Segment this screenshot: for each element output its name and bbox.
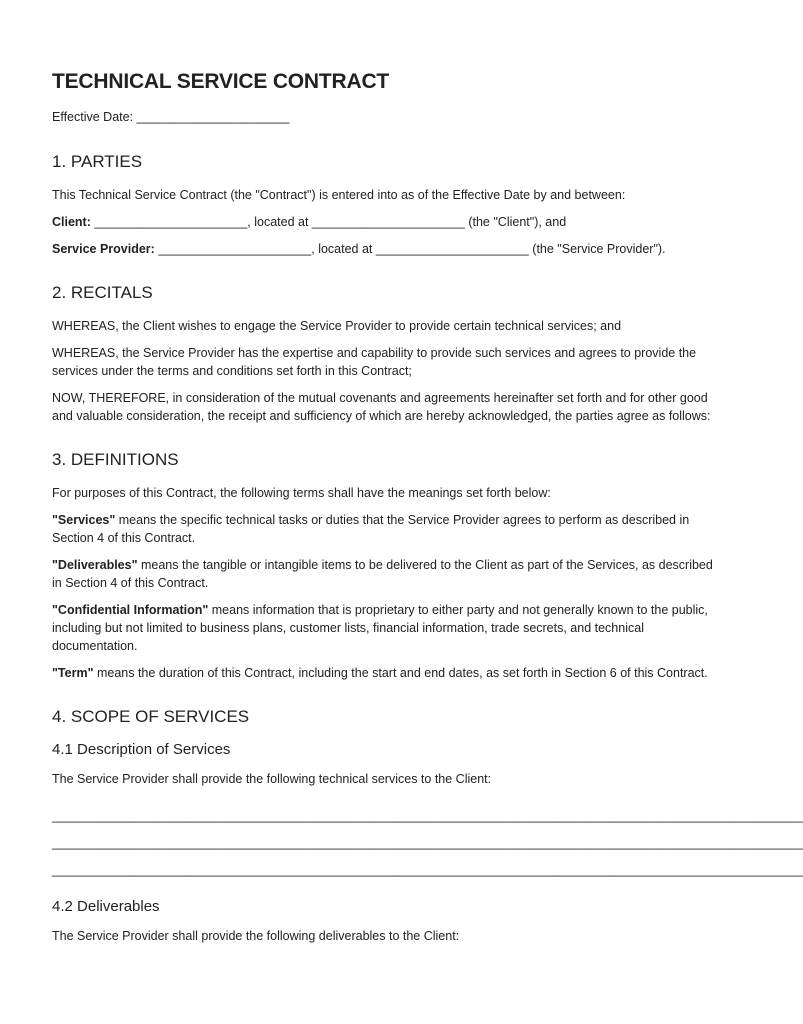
blank-fill-line: ____________________________________________________________________________________________________________ — [52, 809, 803, 823]
blank-fill-line: ____________________________________________________________________________________________________________ — [52, 863, 803, 877]
recital-paragraph: WHEREAS, the Service Provider has the expertise and capability to provide such services and agrees to provide the services under the terms and conditions set forth in this Contract; — [52, 346, 697, 378]
definition-confidential — [52, 601, 718, 655]
section-heading-definitions: 3. DEFINITIONS — [52, 450, 179, 469]
definition-services — [52, 511, 718, 547]
section-parties — [52, 152, 718, 258]
definition-term: "Deliverables" — [52, 558, 138, 572]
client-text: ______________________, located at ______________________ (the "Client"), and — [90, 215, 567, 229]
definition-term: "Services" — [52, 513, 116, 527]
effective-date-line: Effective Date: ______________________ — [52, 110, 290, 124]
definitions-intro: For purposes of this Contract, the following terms shall have the meanings set forth below: — [52, 486, 551, 500]
definition-term-duration — [52, 664, 718, 682]
provider-label: Service Provider: — [52, 242, 155, 256]
section-heading-recitals: 2. RECITALS — [52, 283, 153, 302]
document-title: TECHNICAL SERVICE CONTRACT — [52, 70, 390, 93]
definition-text: means information that is proprietary to either party and not generally known to the public, including but not limited to business plans, customer lists, financial information, trade secrets, and technical documentation. — [52, 603, 708, 653]
deliverables-intro: The Service Provider shall provide the following deliverables to the Client: — [52, 929, 460, 943]
recital-paragraph: WHEREAS, the Client wishes to engage the Service Provider to provide certain technical services; and — [52, 319, 622, 333]
definition-text: means the tangible or intangible items to be delivered to the Client as part of the Services, as described in Section 4 of this Contract. — [52, 558, 713, 590]
definition-deliverables — [52, 556, 718, 592]
parties-intro: This Technical Service Contract (the "Contract") is entered into as of the Effective Date by and between: — [52, 188, 626, 202]
provider-line — [52, 240, 718, 258]
section-recitals — [52, 283, 718, 425]
definition-text: means the duration of this Contract, including the start and end dates, as set forth in Section 6 of this Contract. — [93, 666, 708, 680]
section-heading-parties: 1. PARTIES — [52, 152, 143, 171]
blank-fill-line: ____________________________________________________________________________________________________________ — [52, 836, 803, 850]
definition-term: "Confidential Information" — [52, 603, 209, 617]
section-heading-scope: 4. SCOPE OF SERVICES — [52, 707, 250, 726]
client-line — [52, 213, 718, 231]
services-description-intro: The Service Provider shall provide the following technical services to the Client: — [52, 772, 492, 786]
client-label: Client: — [52, 215, 91, 229]
recital-paragraph: NOW, THEREFORE, in consideration of the mutual covenants and agreements hereinafter set forth and for other good and valuable consideration, the receipt and sufficiency of which are hereby acknowledged, the parties agree as follows: — [52, 391, 711, 423]
section-definitions — [52, 450, 718, 682]
section-scope — [52, 707, 803, 945]
provider-text: ______________________, located at ______________________ (the "Service Provider"). — [154, 242, 666, 256]
subsection-heading-deliverables: 4.2 Deliverables — [52, 898, 160, 915]
definition-term: "Term" — [52, 666, 94, 680]
subsection-heading-description: 4.1 Description of Services — [52, 741, 231, 758]
definition-text: means the specific technical tasks or duties that the Service Provider agrees to perform as described in Section 4 of this Contract. — [52, 513, 690, 545]
